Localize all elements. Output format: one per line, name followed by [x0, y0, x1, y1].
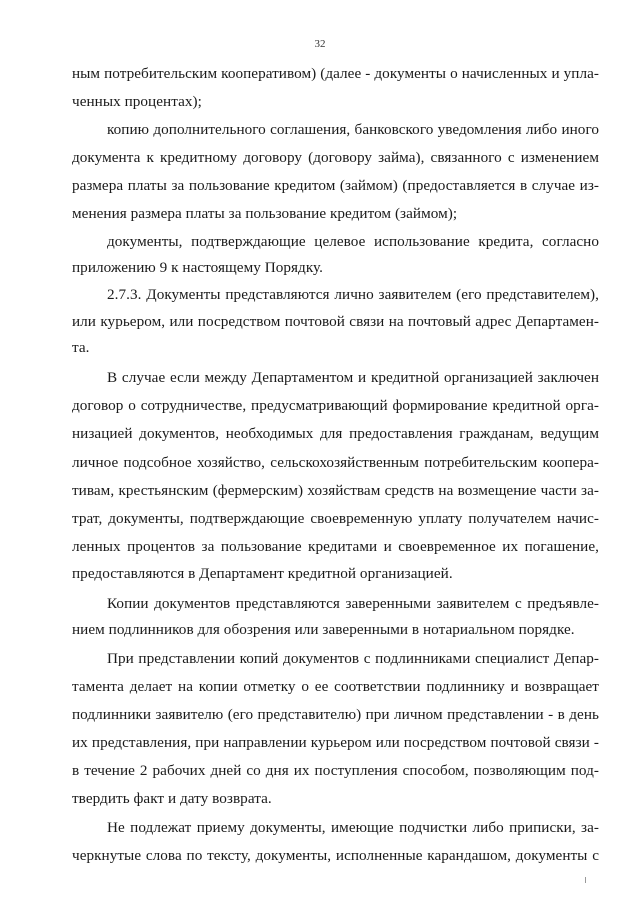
text-line: черкнутые слова по тексту, документы, исполненные карандашом, документы с [72, 847, 599, 864]
text-line: трат, документы, подтверждающие своевременную уплату получателем начис- [72, 510, 599, 527]
text-line: в течение 2 рабочих дней со дня их поступления способом, позволяющим под- [72, 762, 599, 779]
text-line: низацией документов, необходимых для предоставления гражданам, ведущим [72, 425, 599, 442]
scan-mark [585, 877, 586, 883]
text-line: менения размера платы за пользование кредитом (займом); [72, 205, 458, 222]
text-line: или курьером, или посредством почтовой связи на почтовый адрес Департамен- [72, 313, 599, 330]
text-line: тивам, крестьянским (фермерским) хозяйствам средств на возмещение части за- [72, 482, 599, 499]
text-line: размера платы за пользование кредитом (займом) (предоставляется в случае из- [72, 177, 599, 194]
text-line: При представлении копий документов с подлинниками специалист Депар- [107, 650, 599, 667]
text-line: документы, подтверждающие целевое использование кредита, согласно [107, 233, 599, 250]
text-line: В случае если между Департаментом и кредитной организацией заключен [107, 369, 599, 386]
text-line: нием подлинников для обозрения или заверенными в нотариальном порядке. [72, 621, 575, 638]
text-line: подлинники заявителю (его представителю) при личном представлении - в день [72, 706, 599, 723]
text-line: Копии документов представляются заверенными заявителем с предъявле- [107, 595, 599, 612]
page-number: 32 [314, 38, 326, 50]
text-line: документа к кредитному договору (договору займа), связанного с изменением [72, 149, 599, 166]
text-line: твердить факт и дату возврата. [72, 790, 272, 807]
text-line: ченных процентах); [72, 93, 202, 110]
text-line: личное подсобное хозяйство, сельскохозяйственным потребительским коопера- [72, 454, 599, 471]
text-line: предоставляются в Департамент кредитной организацией. [72, 565, 453, 582]
text-line: Не подлежат приему документы, имеющие подчистки либо приписки, за- [107, 819, 599, 836]
text-line: 2.7.3. Документы представляются лично заявителем (его представителем), [107, 286, 599, 303]
text-line: копию дополнительного соглашения, банковского уведомления либо иного [107, 121, 599, 138]
text-line: приложению 9 к настоящему Порядку. [72, 259, 324, 276]
text-line: ным потребительским кооперативом) (далее - документы о начисленных и упла- [72, 65, 599, 82]
text-line: тамента делает на копии отметку о ее соответствии подлиннику и возвращает [72, 678, 599, 695]
text-line: договор о сотрудничестве, предусматривающий формирование кредитной орга- [72, 397, 599, 414]
text-line: ленных процентов за пользование кредитами и своевременное их погашение, [72, 538, 599, 555]
text-line: та. [72, 339, 90, 356]
text-line: их представления, при направлении курьером или посредством почтовой связи - [72, 734, 599, 751]
